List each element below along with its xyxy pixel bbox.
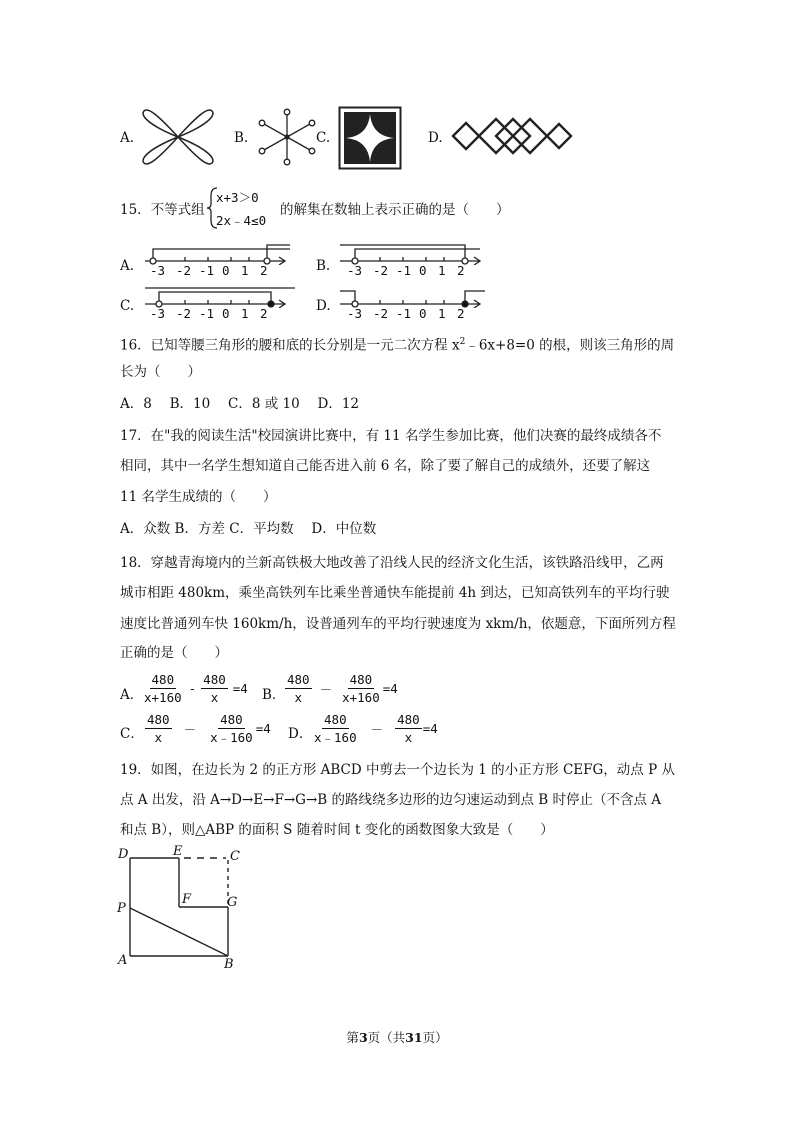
q14-figure-d-diamond-chain (450, 114, 575, 159)
q15-option-c-label: C. (120, 298, 135, 314)
numerator: 480 (203, 672, 226, 687)
q15-number-line-d (340, 283, 490, 308)
q16-superscript: 2 (459, 337, 466, 347)
tick-label: -3 (150, 263, 166, 278)
label-b: B (224, 957, 234, 972)
tick-label: -2 (373, 306, 389, 321)
q14-option-d-label: D. (428, 130, 443, 146)
petal (143, 137, 178, 164)
q15-number-line-c (145, 283, 295, 308)
tick-label: 1 (241, 306, 249, 321)
label-c: C (230, 849, 240, 864)
q16-line-1 (120, 332, 674, 356)
q15-number-line-b (340, 240, 490, 265)
numerator: 480 (349, 672, 373, 687)
operator: - (188, 681, 197, 696)
page-footer (0, 1028, 794, 1046)
q15-stem-prefix: 15．不等式组 (120, 202, 205, 218)
q15-option-b-label: B. (316, 258, 331, 274)
tick-label: -1 (396, 263, 412, 278)
tick-label: 0 (222, 263, 230, 278)
numerator: 480 (220, 712, 243, 727)
footer-total-pages: 31 (405, 1030, 423, 1045)
tick-label: -1 (199, 306, 215, 321)
q18-option-d-label: D． (288, 726, 313, 742)
q15-d-tick-labels (347, 306, 487, 321)
operator: － (319, 681, 333, 697)
q17-line-1: 17．在"我的阅读生活"校园演讲比赛中，有 11 名学生参加比赛，他们决赛的最终成绩各不 (120, 428, 662, 444)
q19-line-2: 点 A 出发，沿 A→D→E→F→G→B 的路线绕多边形的边匀速运动到点 B 时停止（不含点 A (120, 792, 662, 808)
fraction (208, 711, 255, 746)
q16-line-1-suffix: ﹣6x+8=0 的根，则该三角形的周 (465, 337, 675, 354)
q15-number-line-a (145, 240, 295, 265)
tick-label: 1 (241, 263, 249, 278)
denominator: x (154, 730, 163, 745)
q19-line-3: 和点 B），则△ABP 的面积 S 随着时间 t 变化的函数图象大致是（ ） (120, 822, 554, 838)
q14-option-a-label: A. (120, 130, 135, 146)
q19-line-1: 19．如图，在边长为 2 的正方形 ABCD 中剪去一个边长为 1 的小正方形 CEFG，动点 P 从 (120, 762, 675, 778)
q18-line-4: 正确的是（ ） (120, 645, 228, 661)
denominator: x+160 (144, 690, 182, 705)
footer-prefix: 第 (346, 1030, 359, 1045)
fraction (312, 711, 359, 746)
q14-figure-a-four-petal (138, 105, 218, 170)
denominator: x (404, 730, 413, 745)
q16-line-1-prefix: 16．已知等腰三角形的腰和底的长分别是一元二次方程 x (120, 337, 460, 354)
fraction (395, 711, 422, 746)
q18-option-d-equation (312, 711, 438, 746)
label-g: G (227, 895, 238, 910)
tick-label: -2 (176, 306, 192, 321)
operator: － (370, 721, 384, 737)
operator: － (183, 721, 197, 737)
q18-option-a-label: A． (120, 687, 144, 703)
denominator: x+160 (342, 690, 380, 705)
fraction (285, 671, 312, 706)
equation-rhs: =4 (232, 681, 248, 696)
tick-label: 1 (438, 306, 446, 321)
label-e: E (173, 844, 183, 859)
q17-line-2: 相同，其中一名学生想知道自己能否进入前 6 名，除了要了解自己的成绩外，还要了解这 (120, 458, 651, 474)
footer-suffix: 页） (422, 1030, 448, 1045)
q15-b-tick-labels (347, 263, 487, 278)
q18-line-2: 城市相距 480km，乘坐高铁列车比乘坐普通快车能提前 4h 到达，已知高铁列车的平均行驶 (120, 585, 670, 601)
q19-figure (112, 842, 257, 977)
q15-option-a-label: A. (120, 258, 135, 274)
petal (143, 110, 178, 137)
q15-option-d-label: D. (316, 298, 331, 314)
label-a: A (118, 953, 128, 968)
q18-line-3: 速度比普通列车快 160km/h，设普通列车的平均行驶速度为 xkm/h，依题意，下面所列方程 (120, 616, 676, 632)
tick-label: -3 (150, 306, 166, 321)
tick-label: -1 (396, 306, 412, 321)
q14-option-b-label: B. (234, 130, 249, 146)
equation-rhs: =4 (382, 681, 398, 696)
tick-label: -3 (347, 306, 363, 321)
q18-line-1: 18．穿越青海境内的兰新高铁极大地改善了沿线人民的经济文化生活，该铁路沿线甲，乙两 (120, 555, 664, 571)
q14-figure-b-star (252, 107, 322, 167)
petal (178, 137, 213, 164)
q15-system-line-2: 2x﹣4≤0 (216, 213, 267, 228)
tick-label: 2 (457, 306, 465, 321)
q18-option-b-label: B． (262, 687, 286, 703)
tick-label: 0 (419, 306, 427, 321)
tick-label: 0 (222, 306, 230, 321)
tick-label: -3 (347, 263, 363, 278)
q15-a-tick-labels (150, 263, 290, 278)
q16-line-2: 长为（ ） (120, 364, 201, 380)
q15-system-line-1: x+3＞0 (216, 190, 259, 205)
q15-stem-suffix: 的解集在数轴上表示正确的是（ ） (280, 202, 510, 218)
numerator: 480 (147, 712, 170, 727)
q18-option-b-equation (285, 671, 398, 706)
tick-label: -1 (199, 263, 215, 278)
q14-option-c-label: C. (316, 130, 331, 146)
fraction (201, 671, 228, 706)
tick-label: -2 (373, 263, 389, 278)
footer-middle: 页（共 (367, 1030, 406, 1045)
numerator: 480 (151, 672, 175, 687)
q18-option-c-label: C． (120, 726, 144, 742)
tick-label: -2 (176, 263, 192, 278)
q17-line-3: 11 名学生成绩的（ ） (120, 489, 277, 505)
denominator: x (294, 690, 303, 705)
fraction (340, 671, 382, 706)
label-d: D (118, 847, 129, 862)
numerator: 480 (324, 712, 347, 727)
q18-option-a-equation (142, 671, 248, 706)
segment-pb (130, 908, 228, 956)
q17-options: A．众数 B．方差 C．平均数 D．中位数 (120, 521, 377, 537)
q18-option-c-equation (145, 711, 271, 746)
q16-options: A．8 B．10 C．8 或 10 D．12 (120, 396, 359, 412)
equation-rhs: =4 (422, 721, 438, 736)
label-f: F (182, 892, 192, 907)
tick-label: 0 (419, 263, 427, 278)
numerator: 480 (287, 672, 310, 687)
numerator: 480 (397, 712, 420, 727)
footer-page-number: 3 (358, 1030, 368, 1045)
equation-rhs: =4 (255, 721, 271, 736)
petal (178, 110, 213, 137)
fraction (145, 711, 172, 746)
label-p: P (117, 901, 126, 916)
tick-label: 2 (260, 263, 268, 278)
denominator: x﹣160 (314, 730, 357, 745)
tick-label: 2 (260, 306, 268, 321)
fraction (142, 671, 184, 706)
denominator: x﹣160 (210, 730, 253, 745)
tick-label: 1 (438, 263, 446, 278)
denominator: x (210, 690, 219, 705)
tick-label: 2 (457, 263, 465, 278)
q14-figure-c-square-star (338, 106, 402, 170)
q15-c-tick-labels (150, 306, 290, 321)
